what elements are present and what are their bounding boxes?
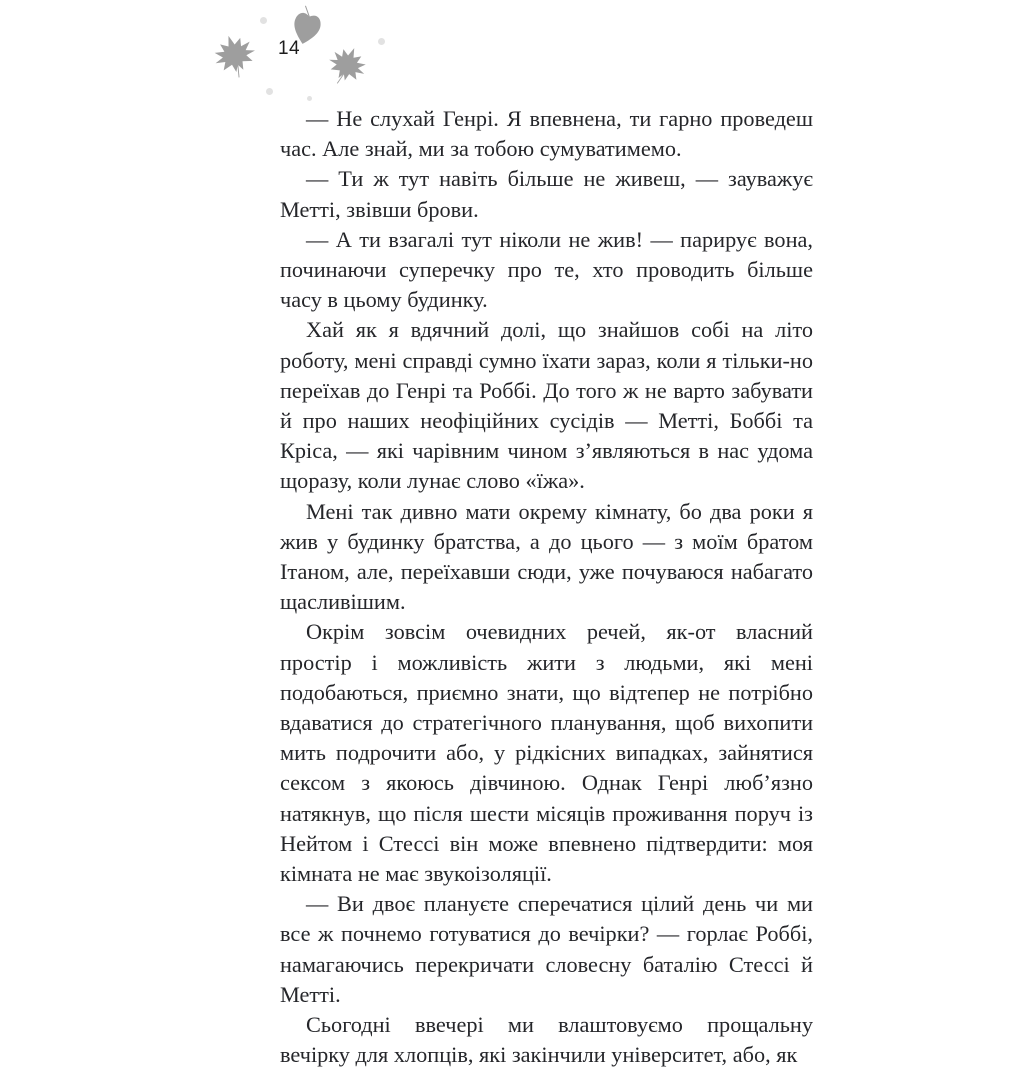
decor-dot-upper-left xyxy=(260,17,267,24)
paragraph: — Ти ж тут навіть більше не живеш, — зауважує Метті, звівши брови. xyxy=(280,166,813,222)
decor-dot-right xyxy=(307,96,312,101)
page-body-text xyxy=(280,104,813,1071)
page-number: 14 xyxy=(278,38,300,59)
maple-leaf-right-icon xyxy=(320,39,375,94)
paragraph: Сьогодні ввечері ми влаштовуємо прощальну вечірку для хлопців, які закінчили університет, або, як xyxy=(280,1012,813,1068)
paragraph: — А ти взагалі тут ніколи не жив! — парирує вона, починаючи суперечку про те, хто проводить більше часу в цьому будинку. xyxy=(280,226,813,313)
maple-leaf-left-icon xyxy=(206,27,264,85)
paragraph: Окрім зовсім очевидних речей, як-от власний простір і можливість жити з людьми, які мені подобаються, приємно знати, що відтепер не потрібно вдаватися до стратегічного планування, щоб вихопити мить подрочити або, у рідкісних випадках, зайнятися сексом з якоюсь дівчиною. Однак Генрі люб’язно натякнув, що після шести місяців проживання поруч із Нейтом і Стессі він може впевнено підтвердити: моя кімната не має звукоізоляції. xyxy=(280,619,813,887)
decor-dot-upper-right xyxy=(378,38,385,45)
paragraph: — Ви двоє плануєте сперечатися цілий день чи ми все ж почнемо готуватися до вечірки? — горлає Роббі, намагаючись перекричати словесну баталію Стессі й Метті. xyxy=(280,891,813,1007)
paragraph: Мені так дивно мати окрему кімнату, бо два роки я жив у будинку братства, а до цього — з моїм братом Ітаном, але, переїхавши сюди, уже почуваюся набагато щасливішим. xyxy=(280,498,813,615)
paragraph: — Не слухай Генрі. Я впевнена, ти гарно проведеш час. Але знай, ми за тобою сумуватимемо. xyxy=(280,106,813,162)
page-header-decoration xyxy=(0,0,1024,105)
decor-dot-lower-left xyxy=(266,88,273,95)
paragraph: Хай як я вдячний долі, що знайшов собі на літо роботу, мені справді сумно їхати зараз, коли я тільки-но переїхав до Генрі та Роббі. До того ж не варто забувати й про наших неофіційних сусідів — Метті, Боббі та Кріса, — які чарівним чином з’являються в нас удома щоразу, коли лунає слово «їжа». xyxy=(280,317,813,494)
